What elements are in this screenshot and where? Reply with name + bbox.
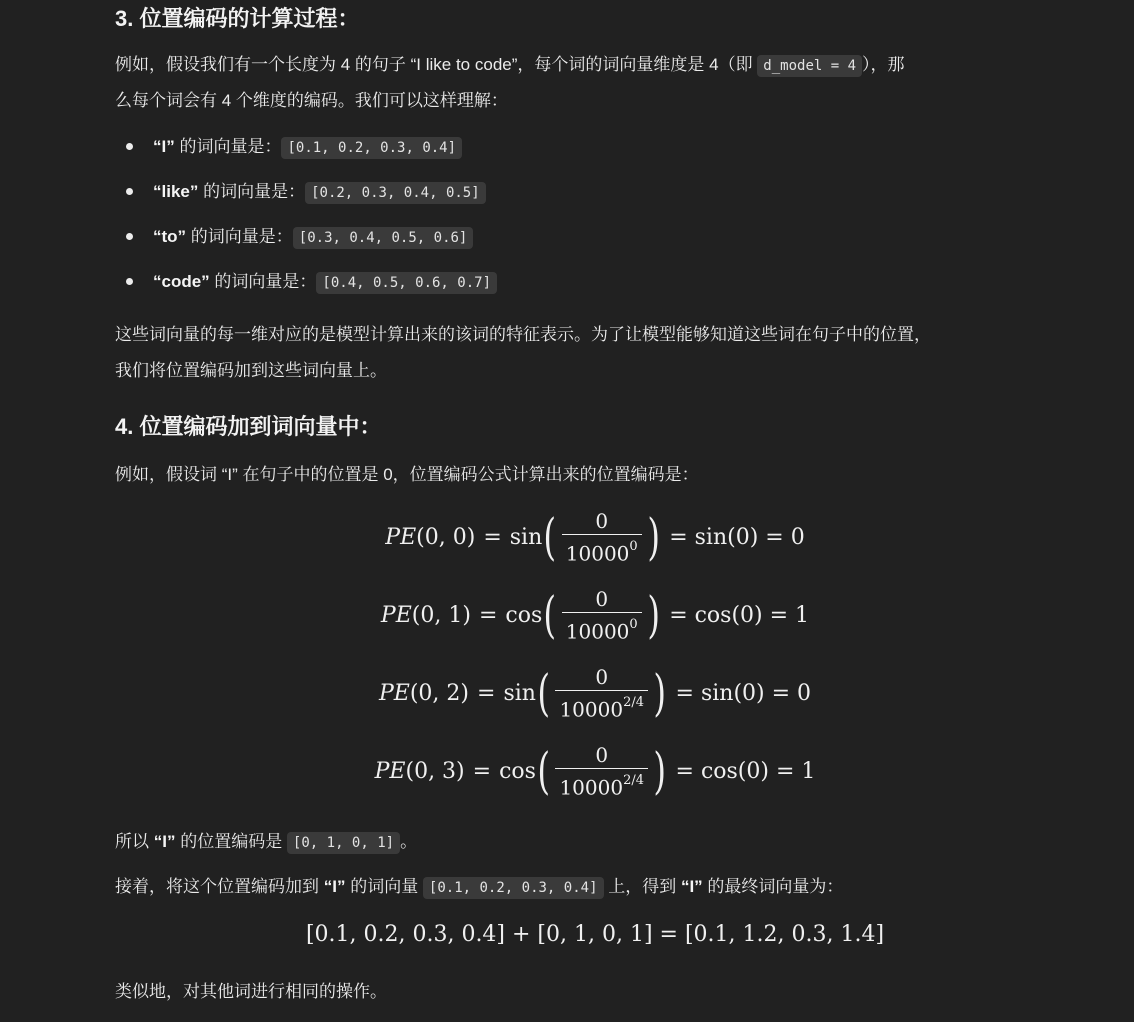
word-label: “to” [153, 227, 187, 246]
eq-den-base: 10000 [559, 775, 624, 800]
result-word: “I” [153, 832, 176, 851]
intro-text-1: 例如，假设我们有一个长度为 4 的句子 “I like to code”，每个词的词向量维度是 4（即 [115, 55, 758, 74]
next-text-4: 的最终词向量为： [702, 877, 844, 896]
eq-den-exp: 0 [629, 539, 638, 554]
eq-rhs: = cos(0) = 1 [675, 758, 816, 784]
section-3-paragraph-line2: 我们将位置编码加到这些词向量上。 [115, 361, 387, 380]
positional-encoding-result [115, 825, 417, 860]
list-item [115, 259, 497, 304]
eq-den-base: 10000 [565, 541, 630, 566]
section-4-intro: 例如，假设词 “I” 在句子中的位置是 0，位置编码公式计算出来的位置编码是： [115, 465, 699, 484]
eq-lhs-args: (0, 1) [411, 602, 471, 628]
eq-numerator: 0 [595, 509, 609, 533]
next-word-2: “I” [680, 877, 703, 896]
result-mid: 的位置编码是 [175, 832, 287, 851]
section-3-paragraph-line1: 这些词向量的每一维对应的是模型计算出来的该词的特征表示。为了让模型能够知道这些词在句子中的位置， [115, 325, 931, 344]
section-4-heading: 4. 位置编码加到词向量中： [115, 414, 382, 439]
eq-lhs-fn: PE [378, 680, 410, 706]
sum-equation: [0.1, 0.2, 0.3, 0.4] + [0, 1, 0, 1] = [0.1, 1.2, 0.3, 1.4] [305, 922, 885, 947]
eq-fraction [562, 508, 642, 567]
eq-func: sin [509, 524, 543, 550]
eq-fraction [562, 586, 642, 645]
result-code: [0, 1, 0, 1] [287, 832, 400, 854]
vector-code: [0.3, 0.4, 0.5, 0.6] [293, 227, 474, 249]
eq-func: sin [503, 680, 536, 706]
word-label: “like” [153, 182, 199, 201]
word-suffix: 的词向量是： [198, 182, 306, 201]
eq-den-base: 10000 [565, 619, 630, 644]
eq-fraction [555, 742, 648, 801]
eq-rhs: = sin(0) = 0 [675, 680, 812, 706]
eq-fraction [555, 664, 648, 723]
word-suffix: 的词向量是： [209, 272, 317, 291]
word-label: “I” [153, 137, 175, 156]
eq-den-base: 10000 [559, 697, 624, 722]
eq-den-exp: 2/4 [623, 695, 644, 710]
eq-lhs-fn: PE [380, 602, 412, 628]
vector-code: [0.4, 0.5, 0.6, 0.7] [316, 272, 497, 294]
next-text-2: 的词向量 [345, 877, 423, 896]
equation-pe-0-1: PE (0, 1) = cos ( $\frac{0}{10000^0}$ ) = cos(0) = 1 [380, 586, 810, 645]
eq-lhs-fn: PE [374, 758, 406, 784]
list-item [115, 214, 497, 259]
eq-rhs: = sin(0) = 0 [669, 524, 805, 550]
next-text-3: 上，得到 [603, 877, 681, 896]
equation-pe-0-0: PE (0, 0) = sin ( $\frac{0}{10000^0}$ ) = sin(0) = 0 [385, 508, 805, 567]
section-3-intro [115, 48, 905, 83]
eq-func: cos [499, 758, 536, 784]
d-model-code: d_model = 4 [757, 55, 862, 77]
list-item [115, 169, 497, 214]
word-suffix: 的词向量是： [174, 137, 282, 156]
eq-numerator: 0 [595, 665, 609, 689]
word-label: “code” [153, 272, 210, 291]
result-prefix: 所以 [115, 832, 154, 851]
add-encoding-sentence [115, 870, 843, 905]
intro-text-2: ），那 [862, 55, 905, 74]
section-3-heading: 3. 位置编码的计算过程： [115, 6, 360, 31]
eq-func: cos [505, 602, 543, 628]
eq-lhs-fn: PE [385, 524, 417, 550]
eq-lhs-args: (0, 2) [409, 680, 469, 706]
eq-lhs-args: (0, 0) [416, 524, 476, 550]
vector-code: [0.1, 0.2, 0.3, 0.4] [281, 137, 462, 159]
eq-den-exp: 0 [629, 617, 638, 632]
eq-lhs-args: (0, 3) [405, 758, 465, 784]
vector-code: [0.2, 0.3, 0.4, 0.5] [305, 182, 486, 204]
next-word: “I” [323, 877, 346, 896]
eq-den-exp: 2/4 [623, 773, 644, 788]
result-suffix: 。 [400, 832, 418, 851]
closing-sentence: 类似地，对其他词进行相同的操作。 [115, 982, 387, 1001]
next-text-1: 接着，将这个位置编码加到 [115, 877, 324, 896]
word-vector-list [115, 124, 497, 304]
next-code: [0.1, 0.2, 0.3, 0.4] [423, 877, 604, 899]
equation-pe-0-2: PE (0, 2) = sin ( $\frac{0}{10000^{2/4}}$ ) = sin(0) = 0 [378, 664, 812, 723]
eq-numerator: 0 [595, 743, 609, 767]
word-suffix: 的词向量是： [186, 227, 293, 246]
list-item [115, 124, 497, 169]
equation-pe-0-3: PE (0, 3) = cos ( $\frac{0}{10000^{2/4}}$ ) = cos(0) = 1 [374, 742, 816, 801]
eq-rhs: = cos(0) = 1 [669, 602, 810, 628]
eq-numerator: 0 [595, 587, 609, 611]
section-3-intro-line2: 么每个词会有 4 个维度的编码。我们可以这样理解： [115, 91, 508, 110]
